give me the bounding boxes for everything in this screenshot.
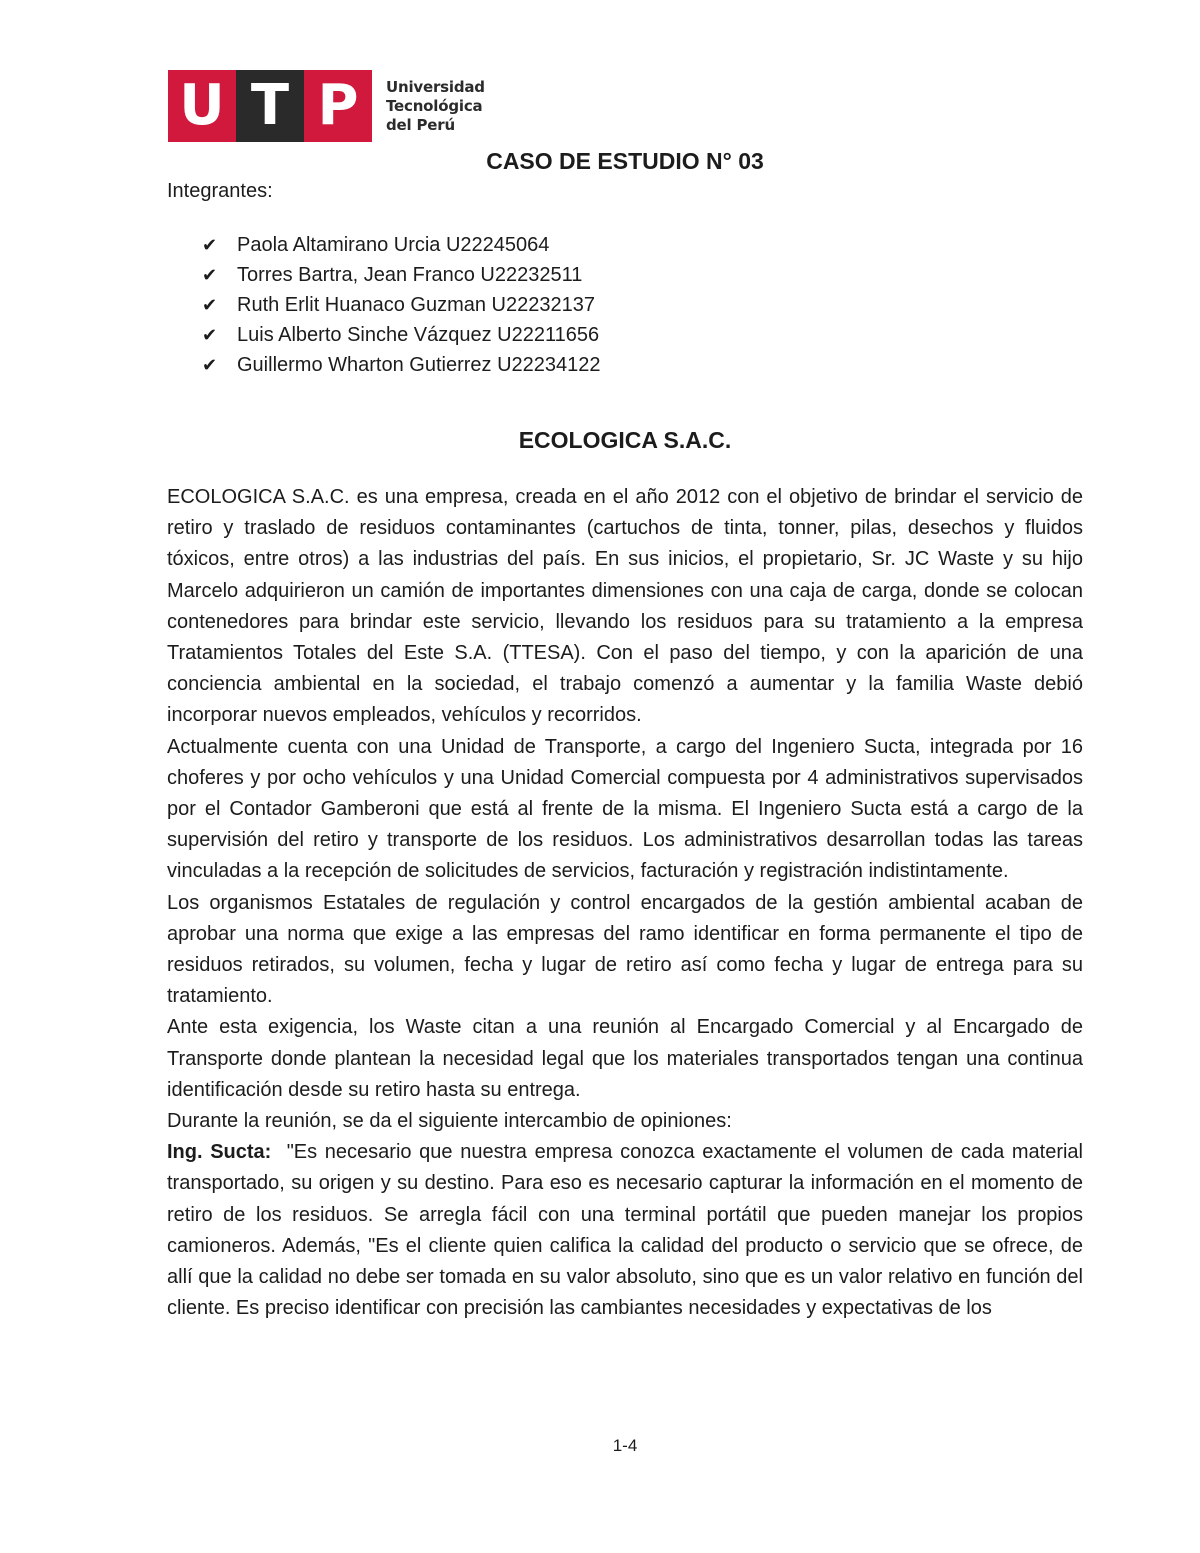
list-item [202,230,601,260]
paragraph: ECOLOGICA S.A.C. es una empresa, creada en el año 2012 con el objetivo de brindar el servicio de retiro y traslado de residuos contaminantes (cartuchos de tinta, tonner, pilas, desechos y fluidos tóxicos, entre otros) a las industrias del país. En sus inicios, el propietario, Sr. JC Waste y su hijo Marcelo adquirieron un camión de importantes dimensiones con una caja de carga, donde se colocan contenedores para brindar este servicio, llevando los residuos para su tratamiento a la empresa Tratamientos Totales del Este S.A. (TTESA). Con el paso del tiempo, y con la aparición de una conciencia ambiental en la sociedad, el trabajo comenzó a aumentar y la familia Waste debió incorporar nuevos empleados, vehículos y recorridos. [167,486,1083,727]
member-name: Guillermo Wharton Gutierrez U22234122 [237,353,601,376]
paragraph: Ante esta exigencia, los Waste citan a una reunión al Encargado Comercial y al Encargado de Transporte donde plantean la necesidad legal que los materiales transportados tengan una continua identificación desde su retiro hasta su entrega. [167,1016,1083,1101]
list-item [202,350,601,380]
utp-logo-mark [168,70,372,142]
member-name: Torres Bartra, Jean Franco U22232511 [237,263,583,286]
logo-line-2: Tecnológica [386,96,483,115]
list-item [202,260,601,290]
logo-letter-p: P [304,70,372,142]
section-title: ECOLOGICA S.A.C. [518,427,732,453]
members-list [202,230,601,380]
paragraph: Actualmente cuenta con una Unidad de Transporte, a cargo del Ingeniero Sucta, integrada por 16 choferes y por ocho vehículos y una Unidad Comercial compuesta por 4 administrativos supervisados por el Contador Gamberoni que está al frente de la misma. El Ingeniero Sucta está a cargo de la supervisión del retiro y transporte de los residuos. Los administrativos desarrollan todas las tareas vinculadas a la recepción de solicitudes de servicios, facturación y registración indistintamente. [167,735,1083,883]
check-icon: ✔ [202,324,218,346]
check-icon: ✔ [202,234,218,256]
paragraph: Durante la reunión, se da el siguiente intercambio de opiniones: [167,1110,732,1133]
logo-line-3: del Perú [386,115,455,134]
member-name: Paola Altamirano Urcia U22245064 [237,233,550,256]
case-body [167,482,1083,1324]
check-icon: ✔ [202,264,218,286]
logo-letter-u: U [168,70,236,142]
member-name: Ruth Erlit Huanaco Guzman U22232137 [237,293,595,316]
utp-logo [168,70,485,142]
dialogue-paragraph [167,1137,1083,1324]
logo-letter-t: T [236,70,304,142]
list-item [202,290,601,320]
member-name: Luis Alberto Sinche Vázquez U22211656 [237,323,600,346]
utp-logo-wordmark [386,78,485,135]
dialogue-text: "Es necesario que nuestra empresa conozca exactamente el volumen de cada material transportado, su origen y su destino. Para eso es necesario capturar la información en el momento de retiro de los residuos. Se arregla fácil con una terminal portátil que pueden manejar los propios camioneros. Además, "Es el cliente quien califica la calidad del producto o servicio que se ofrece, de allí que la calidad no debe ser tomada en su valor absoluto, sino que es un valor relativo en función del cliente. Es preciso identificar con precisión las cambiantes necesidades y expectativas de los [167,1141,1083,1320]
document-title: CASO DE ESTUDIO N° 03 [486,148,764,174]
logo-line-1: Universidad [386,77,485,96]
speaker-label: Ing. Sucta: [167,1141,272,1164]
page-number: 1-4 [612,1436,638,1455]
check-icon: ✔ [202,354,218,376]
paragraph: Los organismos Estatales de regulación y control encargados de la gestión ambiental acaban de aprobar una norma que exige a las empresas del ramo identificar en forma permanente el tipo de residuos retirados, su volumen, fecha y lugar de retiro así como fecha y lugar de entrega para su tratamiento. [167,891,1083,1008]
check-icon: ✔ [202,294,218,316]
list-item [202,320,601,350]
integrantes-label: Integrantes: [167,180,273,202]
